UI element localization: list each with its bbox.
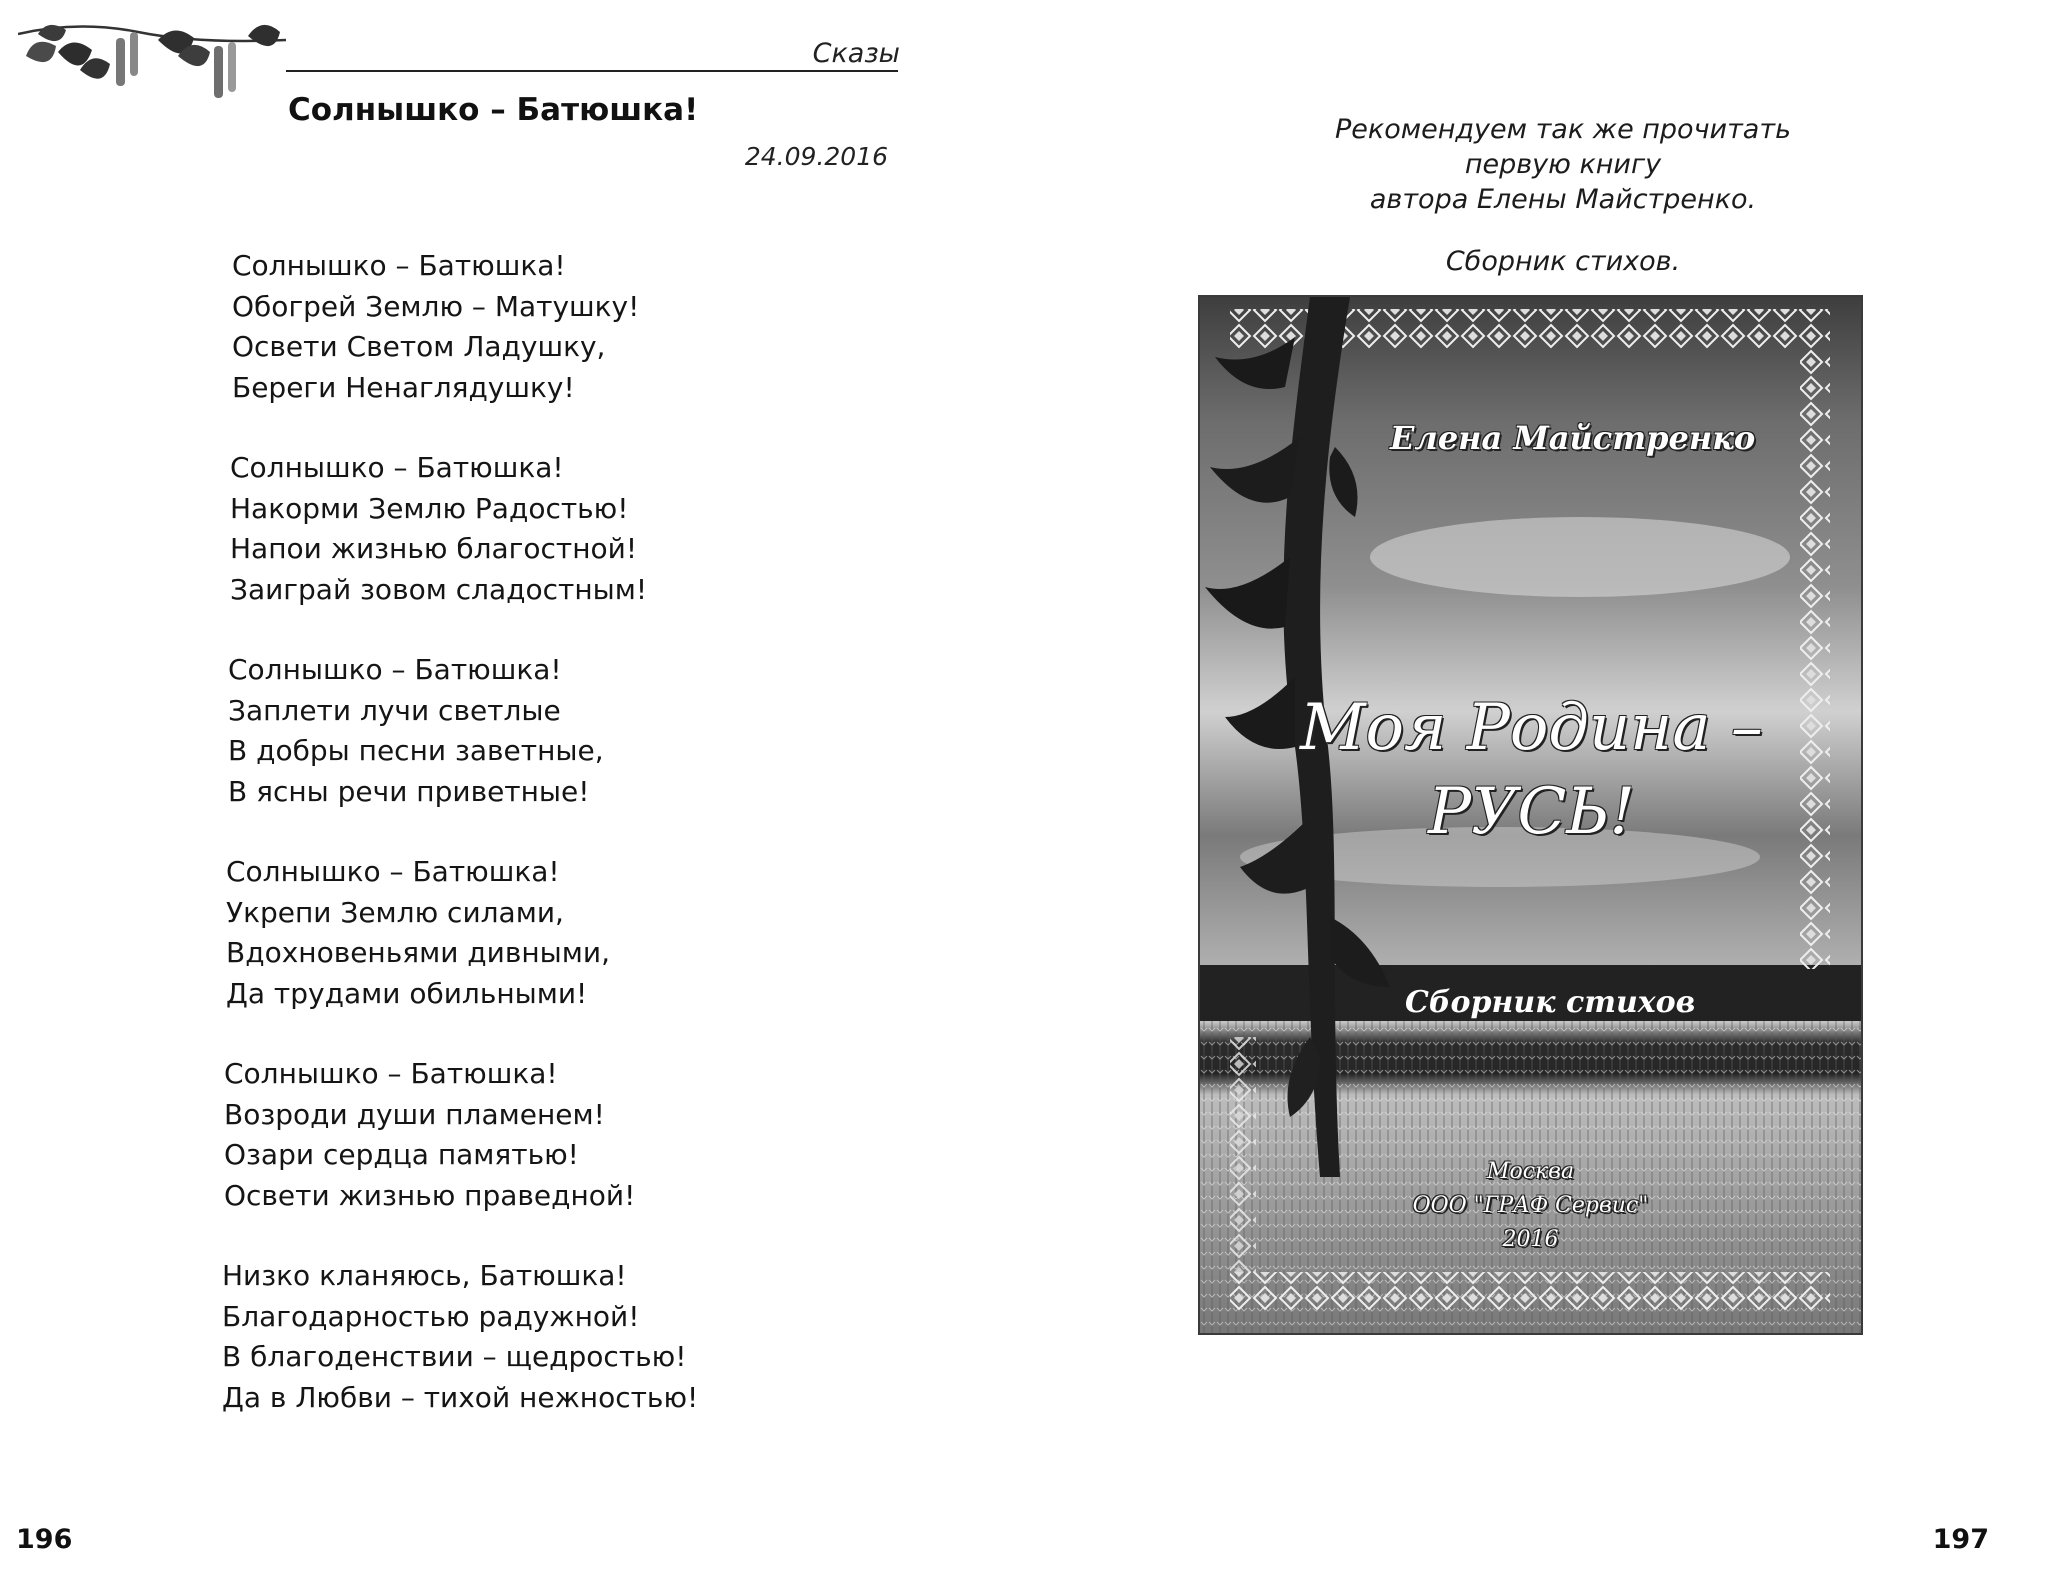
poem-line: В благоденствии – щедростью! [222, 1340, 687, 1373]
running-title: Сказы [812, 38, 900, 69]
poem-line: Возроди души пламенем! [224, 1097, 605, 1131]
poem-body [222, 246, 792, 1458]
recommendation-line: Рекомендуем так же прочитать [1335, 114, 1791, 145]
poem-line: Напои жизнью благостной! [230, 532, 638, 565]
page-number: 196 [16, 1524, 73, 1555]
poem-line: Солнышко – Батюшка! [232, 249, 566, 282]
poem-line: Вдохновеньями дивными, [226, 936, 611, 969]
stanza [224, 1054, 792, 1216]
poem-line: В добры песни заветные, [228, 734, 604, 767]
cover-year: 2016 [1502, 1227, 1559, 1252]
poem-line: Да трудами обильными! [226, 976, 588, 1010]
stanza [228, 650, 792, 812]
poem-line: В ясны речи приветные! [228, 774, 590, 808]
poem-line: Солнышко – Батюшка! [224, 1057, 558, 1090]
stanza [232, 246, 792, 408]
header-divider [286, 70, 898, 72]
poem-line: Солнышко – Батюшка! [230, 451, 564, 484]
left-page [0, 0, 1023, 1575]
poem-title: Солнышко – Батюшка! [288, 92, 699, 128]
stanza [222, 1256, 792, 1418]
stanza [230, 448, 792, 610]
poem-line: Заиграй зовом сладостным! [230, 572, 648, 606]
cover-title-line: РУСЬ! [1428, 775, 1636, 849]
poem-line: Благодарностью радужной! [222, 1299, 640, 1333]
stanza [226, 852, 792, 1014]
poem-line: Солнышко – Батюшка! [226, 855, 560, 888]
poem-line: Накорми Землю Радостью! [230, 491, 629, 525]
poem-line: Освети Светом Ладушку, [232, 330, 606, 363]
book-cover [1198, 295, 1863, 1335]
cover-author: Елена Майстренко [1390, 419, 1756, 457]
poem-line: Освети жизнью праведной! [224, 1178, 636, 1212]
poem-line: Озари сердца памятью! [224, 1138, 579, 1171]
collection-label: Сборник стихов. [1445, 246, 1681, 277]
right-page [1023, 0, 2047, 1575]
page-number: 197 [1932, 1524, 1989, 1555]
poem-line: Да в Любви – тихой нежностью! [222, 1380, 699, 1414]
poem-line: Обогрей Землю – Матушку! [232, 289, 640, 323]
poem-line: Солнышко – Батюшка! [228, 653, 562, 686]
poem-date: 24.09.2016 [744, 142, 888, 171]
poem-line: Береги Ненаглядушку! [232, 370, 575, 404]
cover-publisher: ООО "ГРАФ Сервис" [1412, 1193, 1649, 1218]
recommendation-line: первую книгу [1464, 149, 1662, 180]
recommendation-line: автора Елены Майстренко. [1369, 184, 1757, 215]
cover-title-line: Моя Родина – [1300, 691, 1763, 765]
birch-branch-icon [18, 12, 286, 104]
poem-line: Укрепи Землю силами, [226, 895, 564, 929]
cover-subtitle: Сборник стихов [1405, 985, 1696, 1020]
poem-line: Заплети лучи светлые [228, 693, 561, 727]
recommendation-text [1243, 112, 1883, 217]
cover-city: Москва [1486, 1159, 1575, 1184]
poem-line: Низко кланяюсь, Батюшка! [222, 1259, 627, 1292]
